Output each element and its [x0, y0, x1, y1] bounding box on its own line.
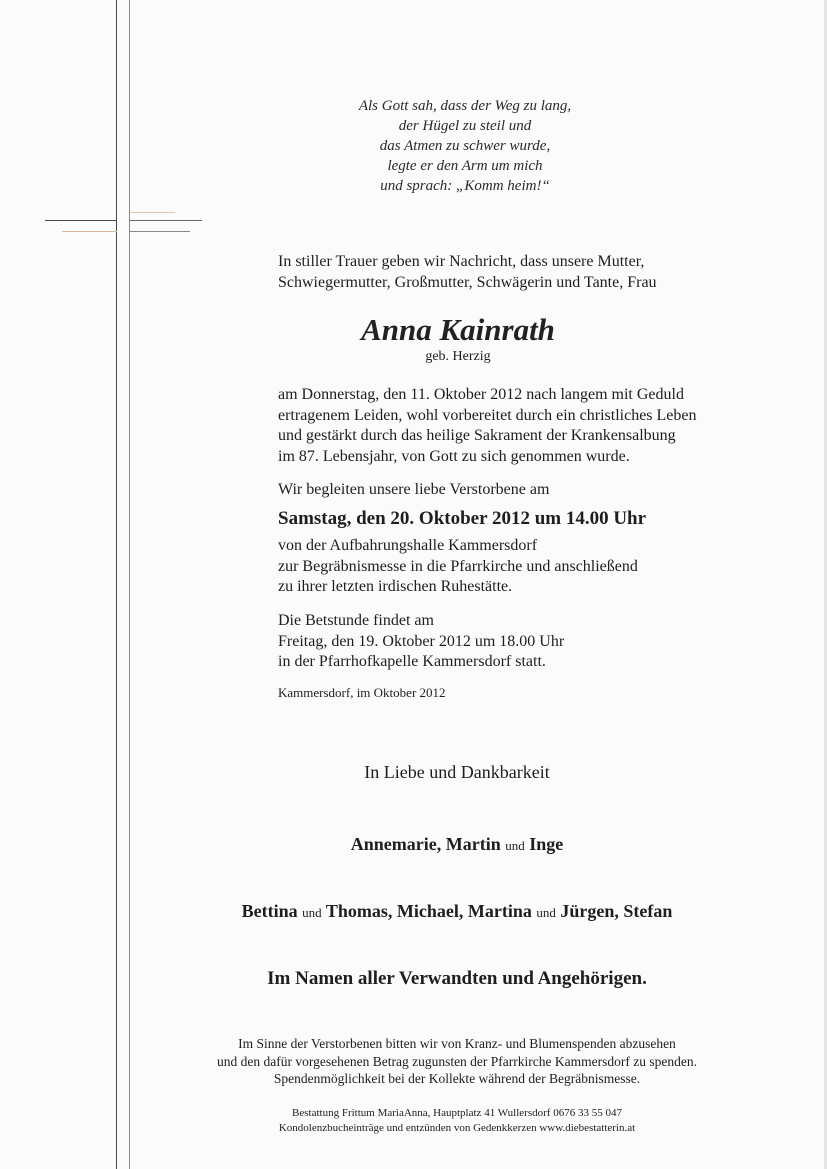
footer-line: Bestattung Frittum MariaAnna, Hauptplatz 41 Wullersdorf 0676 33 55 047 [292, 1107, 622, 1119]
conjunction: und [536, 905, 556, 920]
poem-line: das Atmen zu schwer wurde, [379, 138, 551, 154]
undertaker-footer [0, 1106, 827, 1136]
poem-line: der Hügel zu steil und [398, 118, 532, 134]
family-line-2 [0, 901, 827, 922]
death-notice-line: am Donnerstag, den 11. Oktober 2012 nach langem mit Geduld [278, 386, 684, 403]
prayer-paragraph [278, 611, 564, 673]
family-names: Annemarie, Martin [350, 834, 501, 854]
poem-line: Als Gott sah, dass der Weg zu lang, [358, 98, 572, 114]
intro-line: Schwiegermutter, Großmutter, Schwägerin und Tante, Frau [278, 273, 657, 291]
maiden-name: geb. Herzig [425, 349, 491, 364]
funeral-details [278, 536, 638, 598]
death-notice-line: im 87. Lebensjahr, von Gott zu sich genommen wurde. [278, 447, 630, 465]
poem-line: und sprach: „Komm heim!“ [380, 178, 550, 194]
deceased-name: Anna Kainrath [361, 312, 555, 347]
footer-line: Kondolenzbucheinträge und entzünden von Gedenkkerzen www.diebestatterin.at [278, 1122, 636, 1134]
funeral-detail-line: zur Begräbnismesse in die Pfarrkirche und anschließend [278, 557, 638, 575]
prayer-line: in der Pfarrhofkapelle Kammersdorf statt. [278, 653, 546, 670]
family-names: Thomas, Michael, Martina [325, 901, 532, 921]
family-names: Bettina [241, 901, 298, 921]
poem [300, 96, 630, 196]
funeral-date: Samstag, den 20. Oktober 2012 um 14.00 Uhr [278, 508, 647, 529]
cross-vertical-line [116, 0, 117, 1169]
family-names: Jürgen, Stefan [560, 901, 673, 921]
cross-arm-left-shadow [62, 231, 117, 232]
death-notice-line: ertragenem Leiden, wohl vorbereitet durch ein christliches Leben [278, 406, 697, 424]
family-line-3: Im Namen aller Verwandten und Angehörigen. [267, 968, 647, 989]
funeral-detail-line: zu ihrer letzten irdischen Ruhestätte. [278, 578, 513, 595]
cross-arm-accent [130, 212, 175, 213]
prayer-line: Freitag, den 19. Oktober 2012 um 18.00 Uhr [278, 632, 565, 650]
poem-line: legte er den Arm um mich [387, 158, 543, 174]
note-line: Spendenmöglichkeit bei der Kollekte während der Begräbnismesse. [273, 1071, 641, 1086]
family-line-1 [0, 834, 827, 855]
intro-line: In stiller Trauer geben wir Nachricht, dass unsere Mutter, [278, 253, 645, 270]
donation-note [0, 1035, 827, 1088]
death-notice-paragraph [278, 385, 697, 467]
note-line: Im Sinne der Verstorbenen bitten wir von Kranz- und Blumenspenden abzusehen [238, 1036, 676, 1051]
family-names: Inge [529, 834, 564, 854]
cross-vertical-line-inner [129, 0, 130, 1169]
conjunction: und [505, 838, 525, 853]
note-line: und den dafür vorgesehenen Betrag zugunsten der Pfarrkirche Kammersdorf zu spenden. [217, 1053, 697, 1069]
death-notice-line: und gestärkt durch das heilige Sakrament der Krankensalbung [278, 427, 676, 444]
funeral-detail-line: von der Aufbahrungshalle Kammersdorf [278, 537, 538, 554]
cross-arm-left [45, 220, 117, 221]
cross-arm-right [130, 220, 202, 221]
intro-paragraph [278, 252, 657, 293]
closing-line: In Liebe und Dankbarkeit [364, 762, 550, 782]
cross-arm-right-shadow [130, 231, 190, 232]
place-and-date: Kammersdorf, im Oktober 2012 [278, 685, 446, 700]
funeral-intro: Wir begleiten unsere liebe Verstorbene am [278, 481, 550, 498]
prayer-line: Die Betstunde findet am [278, 612, 434, 629]
conjunction: und [302, 905, 322, 920]
